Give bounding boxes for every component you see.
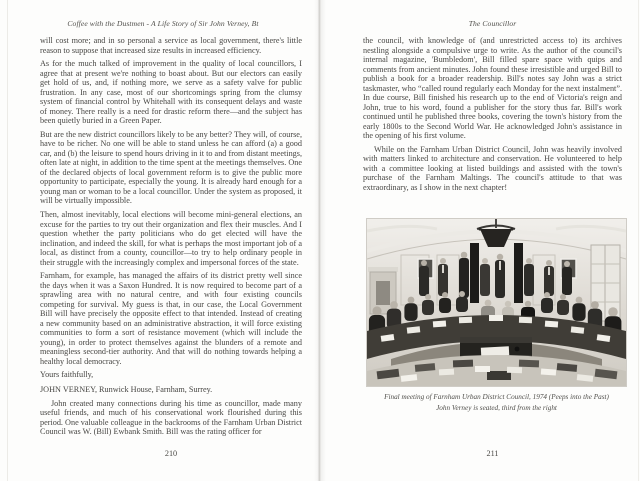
photo-caption-line2: John Verney is seated, third from the right (436, 403, 557, 412)
letter-valediction: Yours faithfully, (40, 370, 94, 380)
paragraph: will cost more; and in so personal a service as local government, there's little reason to suppose that increased size results in increased efficiency. (40, 36, 302, 55)
letter-signature: JOHN VERNEY, Runwick House, Farnham, Surrey. (40, 384, 213, 394)
council-meeting-photo (367, 219, 626, 386)
paragraph: John created many connections during his time as councillor, made many useful friends, and much of his conservational work flourished during this period. One valuable colleague in the backrooms of the Farnham Urban District Council was W. (Bill) Ewbank Smith. Bill was the rating officer for (40, 398, 302, 437)
photo-caption-line1: Final meeting of Farnham Urban District Council, 1974 (Peeps into the Past) (384, 393, 609, 401)
left-page-number: 210 (164, 449, 178, 458)
council-photo-illustration (367, 219, 626, 386)
paragraph: As for the much talked of improvement in the quality of local councillors, I agree that at present we're nothing to boast about. But our electors can easily get hold of us, and, if nothing more, we serve as a safety valve for public frustration. In any case, most of our shortcomings spring from the clumsy system of financial control by Whitehall with its consequent delays and waste of money. There really is a need for drastic reform there—and the subject has been quietly buried in a Green Paper. (40, 59, 302, 126)
right-page-edge (638, 0, 639, 481)
paragraph: While on the Farnham Urban District Council, John was heavily involved with matters linked to architecture and conservation. He volunteered to help with a committee looking at listed buildings and assisted with the town's purchase of the Farnham Maltings. The council's attitude to that was extraordinary, as I show in the next chapter! (363, 144, 622, 192)
left-running-header: Coffee with the Dustmen - A Life Story of Sir John Verney, Bt (67, 19, 259, 28)
paragraph: Then, almost inevitably, local elections will become mini-general elections, an excuse for the parties to try out their organization and flex their muscles. And I question whether the party politicians who do get elected will have the inclination, and indeed the skill, for what is perhaps the most important job of a local, as distinct from a county, councillor—to try to help ordinary people in their struggle with the increasingly complex and impersonal forces of the state. (40, 210, 302, 267)
paragraph: Farnham, for example, has managed the affairs of its district pretty well since the days when it was a Saxon Hundred. It is now required to become part of a sprawling area with no natural centre, and with four existing councils competing for survival. My guess is that, in our case, the Local Government Bill will have precisely the opposite effect to that intended. Instead of creating a new community based on an administrative abstraction, it will force existing communities to form a sort of resistance movement (which will include the young), in order to protect themselves against the blunders of a remote and meaningless second-tier authority. And that will do nothing towards helping a healthy local democracy. (40, 271, 302, 366)
right-page-number: 211 (486, 449, 499, 458)
photo-caption (367, 392, 626, 413)
right-running-header: The Councillor (468, 19, 517, 28)
page-211 (322, 0, 640, 481)
paragraph: the council, with knowledge of (and unrestricted access to) its archives nestling alongside a compulsive urge to write. As the author of the council's internal magazine, 'Bumbledom', Bill filled spare space with quips and comments from ancient minutes. John found these irresistible and urged Bill to publish a book for a broader readership. Bill's notes say John was a strict taskmaster, who “called round regularly each Monday for the next instalment”. In due course, Bill finished his research up to the end of Victoria's reign and John, true to his word, found a publisher for the story thus far. Bill's work continued until he published three books, covering the town's history from the early 1800s to the Second World War. He acknowledged John's assistance in the opening of his first volume. (363, 36, 622, 140)
left-page-body (40, 36, 302, 441)
paragraph: But are the new district councillors likely to be any better? They will, of course, have to be richer. No one will be able to stand unless he can afford (a) a good car, and (b) the leisure to spend hours driving in it to and from distant meetings, often late at night, in addition to the time spent at the meetings themselves. One of the declared objects of local government reform is to give the public more opportunity to participate, especially the young. It is already hard enough for a young man or woman to be a local councillor. Under the system as proposed, it will be virtually impossible. (40, 129, 302, 206)
right-page-body (363, 36, 622, 196)
page-210 (8, 0, 316, 481)
